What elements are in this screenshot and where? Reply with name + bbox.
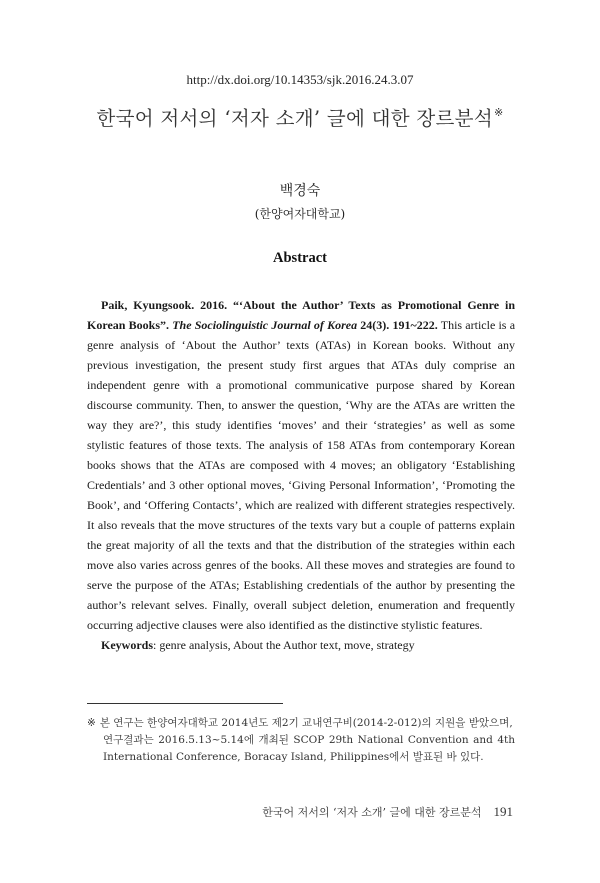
journal-name: The Sociolinguistic Journal of Korea [172,318,358,332]
title-note-mark: ※ [493,106,504,119]
footnote-mark: ※ [87,717,96,729]
footnote-divider [87,703,283,704]
keywords-text: : genre analysis, About the Author text, move, strategy [153,638,415,652]
citation-volume: 24(3). 191~222. [360,318,438,332]
doi-link[interactable]: http://dx.doi.org/10.14353/sjk.2016.24.3.07 [186,72,414,87]
abstract-body: This article is a genre analysis of ‘About the Author’ texts (ATAs) in Korean books. Without any previous investigation, the present study first argues that ATAs duly comprise an independent genre with a promotional communicative purpose shared by Korean discourse community. Then, to answer the question, ‘Why are the ATAs are written the way they are?’, this study identifies ‘moves’ and their ‘strategies’ as well as some stylistic features of those texts. The analysis of 158 ATAs from contemporary Korean books shows that the ATAs are composed with 4 moves; an obligatory ‘Establishing Credentials’ and 3 other optional moves, ‘Giving Personal Information’, ‘Promoting the Book’, and ‘Offering Contacts’, which are realized with different strategies respectively. It also reveals that the move structures of the texts vary but a couple of patterns explain the great majority of all the texts and that the distribution of the strategies within each move also varies across genres of the books. All these moves and strategies are found to serve the purpose of the ATAs; Establishing credentials of the author by presenting the author’s relevant selves. Finally, overall subject deletion, enumeration and frequently occurring adjective clauses were also identified as the distinctive stylistic features. [87,318,516,632]
article-title-text: 한국어 저서의 ‘저자 소개’ 글에 대한 장르분석 [96,107,493,130]
keywords-line [87,635,515,655]
page-number: 191 [493,804,513,819]
author-name: 백경숙 [279,183,321,199]
keywords-label: Keywords [101,638,153,652]
author-affiliation: (한양여자대학교) [254,207,346,221]
footnote-line-2: 연구결과는 2016.5.13~5.14에 개최된 SCOP 29th National Convention and 4th International Conference, Boracay Island, Philippines에서 발표된 바 있다. [103,734,515,763]
running-footer [262,804,513,820]
citation-text: Paik, Kyungsook. 2016. “‘About the Author’ Texts as Promotional Genre in Korean Books”. [87,298,515,332]
abstract-section [87,295,515,655]
article-title [0,103,600,131]
footnote-line-1: 본 연구는 한양여자대학교 2014년도 제2기 교내연구비(2014-2-012)의 지원을 받았으며, [99,717,513,729]
running-head-text: 한국어 저서의 ‘저자 소개’ 글에 대한 장르분석 [262,806,482,819]
footnote [87,715,515,766]
abstract-paragraph [87,295,515,635]
abstract-heading: Abstract [273,250,327,266]
